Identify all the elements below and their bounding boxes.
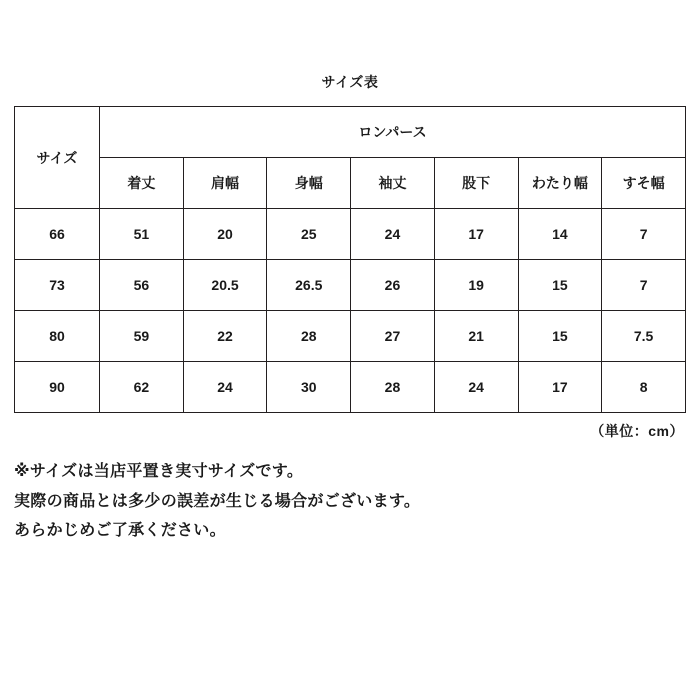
row-size-label: 90	[15, 362, 100, 413]
cell-value: 20	[183, 209, 267, 260]
table-row	[15, 209, 686, 260]
cell-value: 27	[351, 311, 435, 362]
cell-value: 21	[434, 311, 518, 362]
column-header-5: わたり幅	[518, 158, 602, 209]
size-table	[14, 106, 686, 413]
cell-value: 28	[351, 362, 435, 413]
note-line-3: あらかじめご了承ください。	[14, 522, 226, 540]
cell-value: 59	[100, 311, 184, 362]
cell-value: 30	[267, 362, 351, 413]
cell-value: 7	[602, 260, 686, 311]
column-header-4: 股下	[434, 158, 518, 209]
cell-value: 8	[602, 362, 686, 413]
cell-value: 20.5	[183, 260, 267, 311]
table-row	[15, 362, 686, 413]
cell-value: 14	[518, 209, 602, 260]
cell-value: 26.5	[267, 260, 351, 311]
notes-block	[14, 457, 700, 546]
cell-value: 17	[434, 209, 518, 260]
note-line-2: 実際の商品とは多少の誤差が生じる場合がございます。	[14, 492, 421, 510]
cell-value: 24	[351, 209, 435, 260]
cell-value: 51	[100, 209, 184, 260]
size-table-container	[14, 106, 686, 413]
cell-value: 25	[267, 209, 351, 260]
cell-value: 17	[518, 362, 602, 413]
cell-value: 19	[434, 260, 518, 311]
table-row	[15, 260, 686, 311]
row-size-label: 66	[15, 209, 100, 260]
page-title: サイズ表	[321, 74, 379, 90]
table-group-header: ロンパース	[100, 107, 686, 158]
column-header-1: 肩幅	[183, 158, 267, 209]
table-group-header-row	[15, 107, 686, 158]
cell-value: 7	[602, 209, 686, 260]
cell-value: 56	[100, 260, 184, 311]
cell-value: 26	[351, 260, 435, 311]
cell-value: 15	[518, 311, 602, 362]
unit-note: （単位：cm）	[590, 423, 684, 439]
cell-value: 24	[434, 362, 518, 413]
cell-value: 22	[183, 311, 267, 362]
table-row	[15, 311, 686, 362]
cell-value: 15	[518, 260, 602, 311]
cell-value: 7.5	[602, 311, 686, 362]
column-header-0: 着丈	[100, 158, 184, 209]
row-size-label: 73	[15, 260, 100, 311]
column-header-6: すそ幅	[602, 158, 686, 209]
cell-value: 28	[267, 311, 351, 362]
table-head	[15, 107, 686, 209]
table-column-header-row	[15, 158, 686, 209]
row-size-label: 80	[15, 311, 100, 362]
table-corner-header: サイズ	[15, 107, 100, 209]
note-line-1: ※サイズは当店平置き実寸サイズです。	[14, 463, 304, 480]
column-header-2: 身幅	[267, 158, 351, 209]
column-header-3: 袖丈	[351, 158, 435, 209]
cell-value: 24	[183, 362, 267, 413]
table-body	[15, 209, 686, 413]
cell-value: 62	[100, 362, 184, 413]
